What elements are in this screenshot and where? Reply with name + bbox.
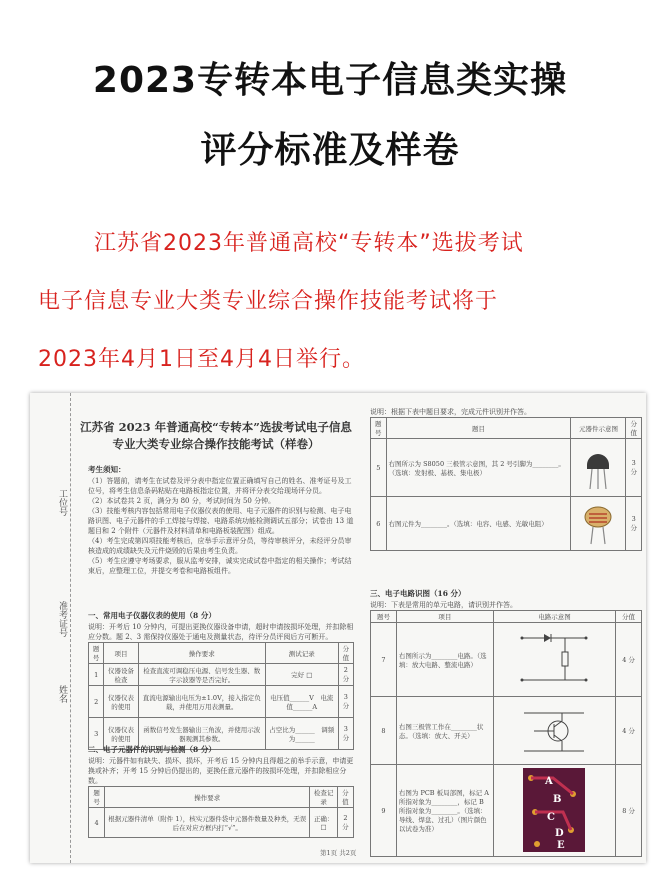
- photoresistor-image: [571, 497, 626, 551]
- section1-block: [88, 607, 354, 750]
- paper-title-line2: 专业大类专业综合操作技能考试（样卷）: [112, 437, 320, 451]
- notes-heading: 考生须知：: [88, 465, 126, 474]
- cell: 电压值______V 电流值______A: [265, 686, 338, 718]
- section3-block: [370, 585, 642, 857]
- table-row: [89, 808, 354, 838]
- cell: 函数信号发生器输出三角波，并使用示波器观测其参数。: [138, 718, 265, 750]
- table-row: [89, 664, 354, 686]
- margin-label-station: 工位号: [57, 489, 67, 516]
- cell: 3 分: [338, 718, 353, 750]
- component-table: [370, 417, 642, 551]
- table-row: [371, 765, 642, 857]
- page-title-line2: 评分标准及样卷: [200, 130, 460, 171]
- pcb-image: [493, 765, 615, 857]
- paper-page-right: [364, 393, 646, 863]
- rectifier-circuit-diagram: [493, 623, 615, 697]
- table-row: [371, 623, 642, 697]
- margin-label-ticket: 准考证号: [57, 601, 67, 637]
- cell: 2 分: [337, 808, 353, 838]
- cell: 6: [371, 497, 387, 551]
- section1-table: [88, 642, 354, 750]
- cell: 根据元器件清单（附件 1），核实元器件袋中元器件数量及种类，无误后在对应方框内打“√”。: [105, 808, 310, 838]
- section2-table: [88, 786, 354, 838]
- cell: 5: [371, 439, 387, 497]
- intro-line2: 电子信息专业大类专业综合操作技能考试将于: [38, 289, 499, 314]
- right-top-desc: 说明：根据下表中题目要求，完成元件识别并作答。: [370, 408, 531, 416]
- intro-line3: 2023年4月1日至4月4日举行。: [38, 347, 365, 372]
- cell: 7: [371, 623, 397, 697]
- pcb-mark-c: C: [547, 811, 556, 823]
- cell: 9: [371, 765, 397, 857]
- paper-title-line1: 江苏省 2023 年普通高校“专转本”选拔考试电子信息: [80, 420, 352, 434]
- table-header: 项目: [104, 643, 138, 664]
- table-header: 分值: [626, 418, 642, 439]
- cell: 占空比为______ 调频为______: [265, 718, 338, 750]
- table-row: [371, 439, 642, 497]
- cell: 右图三极管工作在________状态。（选填：放大、开关）: [396, 697, 493, 765]
- table-header: 操作要求: [105, 787, 310, 808]
- note-item: （4）考生完成第四项技能考核后，应举手示意评分员，等待审核评分，未经评分员审核造成的成绩缺失及元件烧毁的后果由考生负责。: [88, 537, 352, 555]
- pcb-board-icon: [523, 768, 585, 852]
- diode-circuit-icon: [514, 628, 594, 690]
- cell: 1: [89, 664, 104, 686]
- section3-heading: 三、电子电路识图（16 分）: [370, 589, 466, 598]
- section2-block: [88, 741, 354, 838]
- transistor-icon: [573, 443, 623, 491]
- section2-desc: 说明：元器件如有缺失、损坏、损坏，开考后 15 分钟内且得超之前举手示意，申请更换或补齐；开考 15 分钟后仍提出的，更换任意元器件的按损坏处理，并扣除相应分数。: [88, 757, 354, 785]
- cell: 检查直流可调稳压电源、信号发生器、数字示波器等是否完好。: [138, 664, 265, 686]
- table-header: 检查记录: [310, 787, 337, 808]
- cell: 右图所示为________电路。（选填：放大电路、整流电路）: [396, 623, 493, 697]
- transistor-circuit-icon: [514, 701, 594, 759]
- cell: 完好 □: [265, 664, 338, 686]
- table-header: 题号: [371, 611, 397, 623]
- page-number: 第1页 共2页: [320, 849, 357, 857]
- note-item: （1）答题前，请考生在试卷及评分表中指定位置正确填写自己的姓名、准考证号及工位号，将考生信息条码粘贴在电路板指定位置，并将评分表交给现场评分员。: [88, 477, 352, 495]
- table-row: [371, 697, 642, 765]
- table-header: 题号: [89, 787, 105, 808]
- paper-title: [74, 419, 358, 453]
- table-header: 测试记录: [265, 643, 338, 664]
- paper-page-left: [74, 393, 358, 863]
- pcb-mark-e: E: [557, 839, 566, 851]
- pcb-mark-b: B: [553, 793, 562, 805]
- exam-notes: [88, 461, 354, 576]
- cell: 3 分: [626, 439, 642, 497]
- cell: 仪器仪表的使用: [104, 686, 138, 718]
- page-title-line1: 2023专转本电子信息类实操: [92, 60, 568, 101]
- table-header: 题号: [89, 643, 104, 664]
- section2-heading: 二、电子元器件的识别与检测（8 分）: [88, 745, 216, 754]
- cell: 2 分: [338, 664, 353, 686]
- cell: 2: [89, 686, 104, 718]
- table-header: 分值: [616, 611, 642, 623]
- note-item: （2）本试卷共 2 页，满分为 80 分，考试时间为 50 分钟。: [88, 497, 276, 505]
- cell: 8: [371, 697, 397, 765]
- transistor-image: [571, 439, 626, 497]
- cell: 直流电源输出电压为±1.0V，接入指定负载，并使用万用表测量。: [138, 686, 265, 718]
- cell: 仪器设备检查: [104, 664, 138, 686]
- table-header: 元器件示意图: [571, 418, 626, 439]
- cell: 4: [89, 808, 105, 838]
- cell: 右图元件为________。（选填：电容、电感、光敏电阻）: [386, 497, 571, 551]
- cell: 正确：□: [310, 808, 337, 838]
- section1-desc: 说明：开考后 10 分钟内，可提出更换仪器设备申请，超时申请按损坏处理，并扣除相应分数。题 2、3 需保持仪器处于通电及测量状态，待评分员评阅后方可断开。: [88, 623, 354, 641]
- cell: 3 分: [338, 686, 353, 718]
- binding-margin: [30, 393, 71, 863]
- cell: 3: [89, 718, 104, 750]
- pcb-mark-d: D: [555, 827, 565, 839]
- cell: 3 分: [626, 497, 642, 551]
- component-id-block: [370, 407, 642, 551]
- table-header: 项目: [396, 611, 493, 623]
- pcb-mark-a: A: [545, 775, 554, 787]
- intro-line1: 江苏省2023年普通高校“专转本”选拔考试: [94, 231, 524, 256]
- cell: 仪器仪表的使用: [104, 718, 138, 750]
- table-row: [371, 497, 642, 551]
- section3-desc: 说明：下表是常用的单元电路，请识别并作答。: [370, 601, 517, 609]
- cell: 4 分: [616, 623, 642, 697]
- transistor-circuit-diagram: [493, 697, 615, 765]
- margin-label-name: 姓名: [57, 685, 67, 703]
- cell: 右图为 PCB 板局部图，标记 A 所指对象为________，标记 B 所指对象为________。（选填：导线、焊盘、过孔）（图片颜色以试卷为准）: [396, 765, 493, 857]
- circuit-table: [370, 610, 642, 857]
- cell: 右图所示为 S8050 三极管示意图，其 2 号引脚为________。（选填：发射极、基极、集电极）: [386, 439, 571, 497]
- cell: 8 分: [616, 765, 642, 857]
- table-header: 分值: [338, 643, 353, 664]
- section1-heading: 一、常用电子仪器仪表的使用（8 分）: [88, 611, 216, 620]
- note-item: （5）考生应遵守考场要求，服从监考安排，诚实完成试卷中指定的相关操作；考试结束后，应整理工位，并提交考卷和电路板组件。: [88, 557, 352, 575]
- exam-paper-photo: [30, 393, 646, 863]
- table-header: 操作要求: [138, 643, 265, 664]
- table-row: [89, 686, 354, 718]
- table-header: 电路示意图: [493, 611, 615, 623]
- photoresistor-icon: [573, 501, 623, 545]
- cell: 4 分: [616, 697, 642, 765]
- table-header: 分值: [337, 787, 353, 808]
- table-header: 题目: [386, 418, 571, 439]
- table-header: 题号: [371, 418, 387, 439]
- note-item: （3）技能考核内容包括常用电子仪器仪表的使用、电子元器件的识别与检测、电子电路识图、电子元器件的手工焊接与焊接、电路系统功能检测调试五部分；试卷由 13 道题目和 2 个附件（元器件及材料清单和电路板装配图）组成。: [88, 507, 354, 535]
